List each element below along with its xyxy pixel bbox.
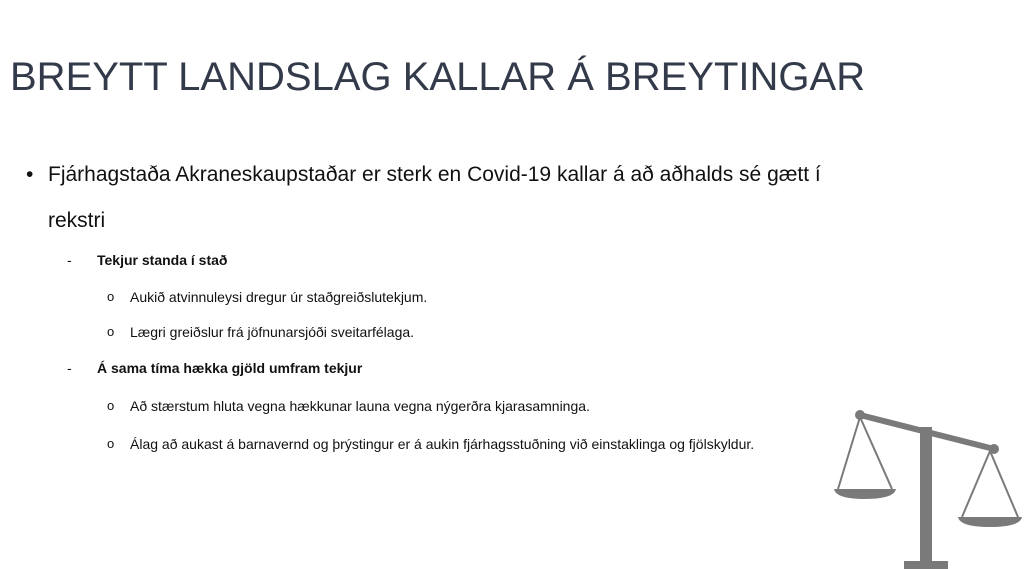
section-heading-expenses xyxy=(67,360,363,376)
section-heading-revenue xyxy=(67,252,228,268)
list-item xyxy=(107,436,755,452)
circle-marker: o xyxy=(107,289,115,304)
circle-marker: o xyxy=(107,436,115,451)
scales-of-justice-icon xyxy=(830,405,1024,569)
dash-marker: - xyxy=(67,252,72,268)
list-item xyxy=(107,289,428,305)
main-bullet xyxy=(26,152,846,244)
section-heading-text: Tekjur standa í stað xyxy=(97,252,228,268)
list-item-text: Álag að aukast á barnavernd og þrýstingur er á aukin fjárhagsstuðning við einstaklinga og fjölskyldur. xyxy=(130,436,755,452)
circle-marker: o xyxy=(107,324,115,339)
list-item-text: Aukið atvinnuleysi dregur úr staðgreiðslutekjum. xyxy=(130,289,428,305)
list-item-text: Lægri greiðslur frá jöfnunarsjóði sveitarfélaga. xyxy=(130,324,415,340)
list-item xyxy=(107,324,415,340)
dash-marker: - xyxy=(67,360,72,376)
section-heading-text: Á sama tíma hækka gjöld umfram tekjur xyxy=(97,360,363,376)
list-item xyxy=(107,398,590,414)
bullet-marker: • xyxy=(26,163,34,186)
main-bullet-text: Fjárhagstaða Akraneskaupstaðar er sterk en Covid-19 kallar á að aðhalds sé gætt í rekstri xyxy=(48,163,821,232)
circle-marker: o xyxy=(107,398,115,413)
slide-title: BREYTT LANDSLAG KALLAR Á BREYTINGAR xyxy=(10,55,866,99)
list-item-text: Að stærstum hluta vegna hækkunar launa vegna nýgerðra kjarasamninga. xyxy=(130,398,590,414)
